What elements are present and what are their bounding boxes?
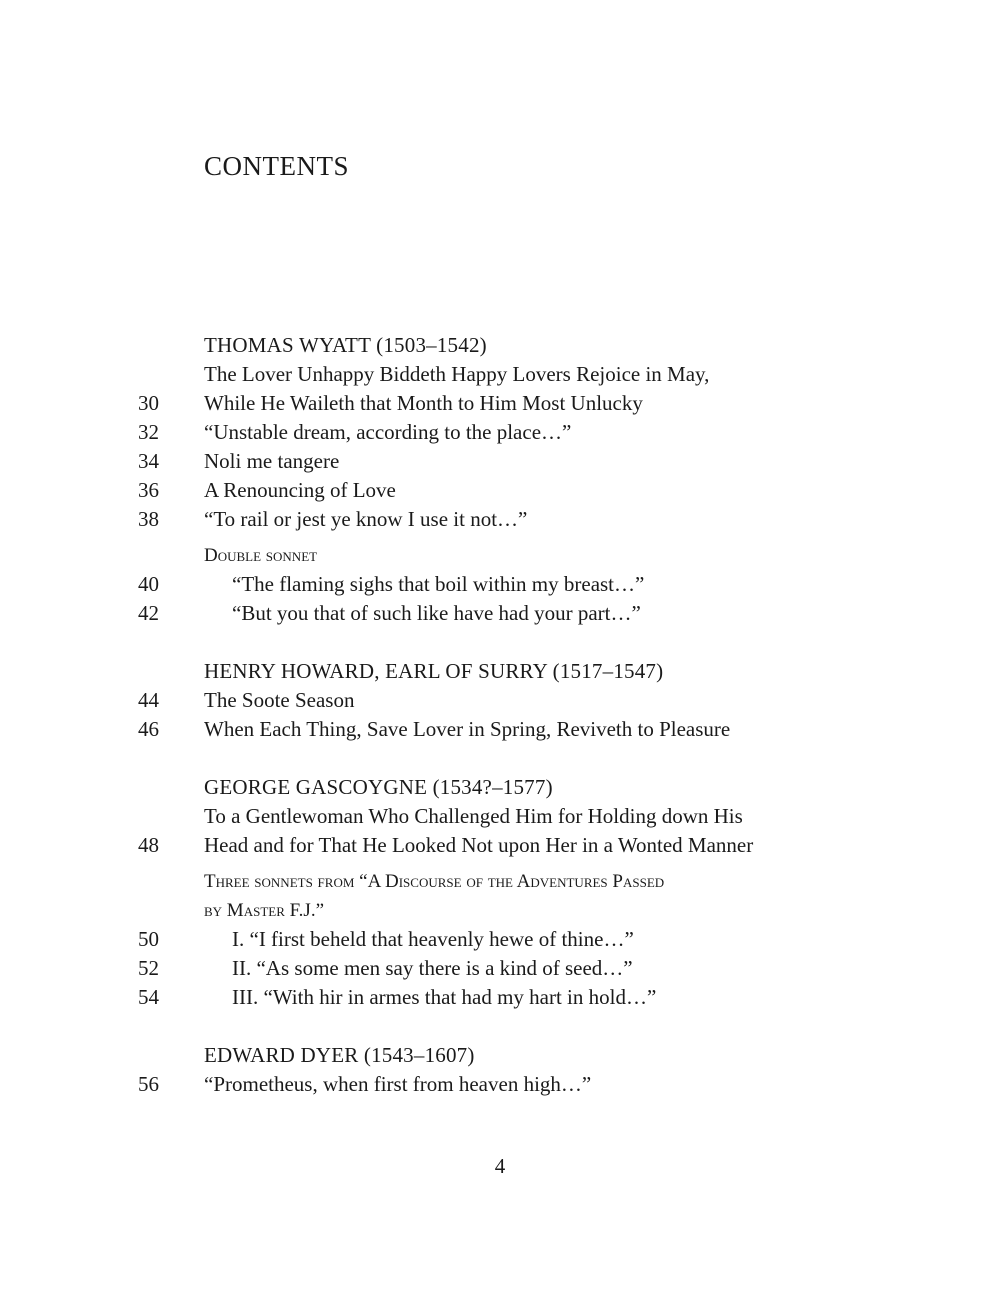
toc-section-wyatt — [0, 331, 1000, 628]
entry-title: III. “With hir in armes that had my hart in hold…” — [232, 985, 657, 1009]
toc-entry — [0, 447, 1000, 476]
entry-page-number: 38 — [138, 507, 159, 531]
entry-title: II. “As some men say there is a kind of seed…” — [232, 956, 633, 980]
author-heading — [0, 657, 1000, 686]
entry-page-number: 48 — [138, 833, 159, 857]
subgroup-label: Three sonnets from “A Discourse of the Adventures Passed — [204, 871, 665, 892]
toc-entry — [0, 505, 1000, 534]
author-heading — [0, 1041, 1000, 1070]
toc-entry — [0, 686, 1000, 715]
subgroup-label: by Master F.J.” — [204, 900, 324, 921]
entry-title: “To rail or jest ye know I use it not…” — [204, 507, 528, 531]
entry-title: “Prometheus, when first from heaven high…” — [204, 1072, 592, 1096]
entry-title: “The flaming sighs that boil within my breast…” — [232, 572, 645, 596]
entry-page-number: 44 — [138, 688, 159, 712]
author-heading — [0, 331, 1000, 360]
toc-entry — [0, 360, 1000, 389]
toc-entry — [0, 389, 1000, 418]
page-title: CONTENTS — [204, 151, 349, 181]
toc-entry — [0, 599, 1000, 628]
subgroup-label: Double sonnet — [204, 545, 318, 566]
entry-title: When Each Thing, Save Lover in Spring, Reviveth to Pleasure — [204, 717, 731, 741]
author-name: THOMAS WYATT (1503–1542) — [204, 333, 487, 357]
entry-title: Noli me tangere — [204, 449, 340, 473]
toc-entry — [0, 831, 1000, 860]
entry-title: The Lover Unhappy Biddeth Happy Lovers Rejoice in May, — [204, 362, 710, 386]
entry-page-number: 50 — [138, 927, 159, 951]
author-heading — [0, 773, 1000, 802]
entry-title: While He Waileth that Month to Him Most Unlucky — [204, 391, 643, 415]
table-of-contents — [0, 331, 1000, 1099]
subgroup-heading — [0, 860, 1000, 896]
toc-section-dyer — [0, 1041, 1000, 1099]
entry-title: The Soote Season — [204, 688, 355, 712]
toc-entry — [0, 476, 1000, 505]
toc-entry — [0, 925, 1000, 954]
entry-page-number: 36 — [138, 478, 159, 502]
entry-title: Head and for That He Looked Not upon Her in a Wonted Manner — [204, 833, 754, 857]
toc-entry — [0, 983, 1000, 1012]
entry-title: I. “I first beheld that heavenly hewe of thine…” — [232, 927, 634, 951]
entry-page-number: 52 — [138, 956, 159, 980]
entry-page-number: 34 — [138, 449, 159, 473]
toc-entry — [0, 802, 1000, 831]
toc-entry — [0, 418, 1000, 447]
entry-title: To a Gentlewoman Who Challenged Him for Holding down His — [204, 804, 743, 828]
toc-entry — [0, 570, 1000, 599]
entry-title: “But you that of such like have had your part…” — [232, 601, 641, 625]
toc-section-howard — [0, 657, 1000, 744]
toc-entry — [0, 954, 1000, 983]
entry-page-number: 42 — [138, 601, 159, 625]
toc-entry — [0, 1070, 1000, 1099]
entry-page-number: 56 — [138, 1072, 159, 1096]
subgroup-heading — [0, 534, 1000, 570]
page-number: 4 — [494, 1154, 506, 1178]
toc-entry — [0, 715, 1000, 744]
subgroup-heading-continued — [0, 896, 1000, 925]
entry-page-number: 32 — [138, 420, 159, 444]
entry-page-number: 46 — [138, 717, 159, 741]
entry-page-number: 30 — [138, 391, 159, 415]
author-name: HENRY HOWARD, EARL OF SURRY (1517–1547) — [204, 659, 664, 683]
entry-title: “Unstable dream, according to the place…” — [204, 420, 572, 444]
entry-title: A Renouncing of Love — [204, 478, 396, 502]
entry-page-number: 54 — [138, 985, 159, 1009]
author-name: GEORGE GASCOYGNE (1534?–1577) — [204, 775, 553, 799]
entry-page-number: 40 — [138, 572, 159, 596]
author-name: EDWARD DYER (1543–1607) — [204, 1043, 475, 1067]
toc-section-gascoygne — [0, 773, 1000, 1012]
